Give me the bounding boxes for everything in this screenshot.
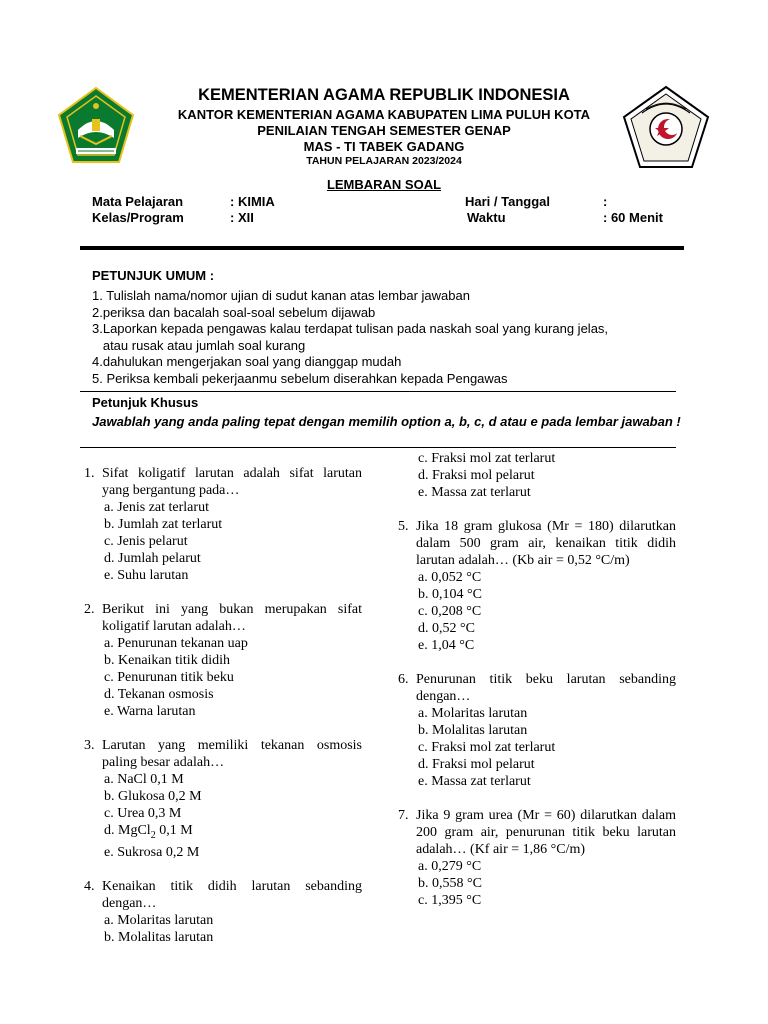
question-7 <box>398 807 676 909</box>
option: d. 0,52 °C <box>418 621 475 636</box>
subject-label: Mata Pelajaran <box>92 194 184 209</box>
option: a. 0,052 °C <box>418 570 482 585</box>
question-number: 3. <box>84 738 95 753</box>
option: a. Jenis zat terlarut <box>104 500 209 515</box>
instruction-item: 1. Tulislah nama/nomor ujian di sudut kanan atas lembar jawaban <box>92 288 470 303</box>
option: e. Suhu larutan <box>104 568 189 583</box>
option: c. 0,208 °C <box>418 604 482 619</box>
question-number: 2. <box>84 602 95 617</box>
option: b. Glukosa 0,2 M <box>104 789 202 804</box>
question-3 <box>84 737 362 861</box>
question-number: 5. <box>398 519 409 534</box>
option: b. 0,104 °C <box>418 587 482 602</box>
question-6 <box>398 671 676 790</box>
option: a. NaCl 0,1 M <box>104 772 184 787</box>
option <box>104 822 362 844</box>
subject-value: : KIMIA <box>230 194 275 209</box>
kemenag-logo-icon <box>56 86 136 166</box>
option: c. 1,395 °C <box>418 893 482 908</box>
header-divider <box>80 246 684 250</box>
option: e. Massa zat terlarut <box>418 485 531 500</box>
option: a. Molaritas larutan <box>418 706 528 721</box>
question-5 <box>398 518 676 654</box>
questions-left-column <box>84 465 362 963</box>
question-stem: Sifat koligatif larutan adalah sifat larutan yang bergantung pada… <box>102 466 362 498</box>
class-label: Kelas/Program <box>92 210 184 225</box>
instruction-item: 3.Laporkan kepada pengawas kalau terdapat tulisan pada naskah soal yang kurang jelas, <box>92 321 609 336</box>
questions-divider <box>80 447 676 448</box>
questions-right-column <box>398 450 676 926</box>
question-stem: Berikut ini yang bukan merupakan sifat koligatif larutan adalah… <box>102 602 362 634</box>
option: c. Urea 0,3 M <box>104 806 182 821</box>
option: d. Fraksi mol pelarut <box>418 757 535 772</box>
question-stem: Jika 18 gram glukosa (Mr = 180) dilarutkan dalam 500 gram air, kenaikan titik didih larutan adalah… (Kb air = 0,52 °C/m) <box>416 519 676 568</box>
question-number: 4. <box>84 878 95 894</box>
question-2 <box>84 601 362 720</box>
option: b. Molalitas larutan <box>418 723 528 738</box>
option: d. Jumlah pelarut <box>104 551 201 566</box>
academic-year: TAHUN PELAJARAN 2023/2024 <box>306 155 462 167</box>
assessment-title: PENILAIAN TENGAH SEMESTER GENAP <box>257 123 511 138</box>
school-seal-logo-icon <box>622 85 710 169</box>
date-label: Hari / Tanggal <box>465 194 550 209</box>
question-4-continued <box>398 450 676 501</box>
date-value: : <box>603 194 608 209</box>
option: c. Fraksi mol zat terlarut <box>418 451 556 466</box>
question-stem: Jika 9 gram urea (Mr = 60) dilarutkan dalam 200 gram air, penurunan titik beku larutan adalah… (Kf air = 1,86 °C/m) <box>416 808 676 857</box>
instruction-item: 4.dahulukan mengerjakan soal yang dianggap mudah <box>92 354 402 369</box>
option: b. 0,558 °C <box>418 876 482 891</box>
sheet-title: LEMBARAN SOAL <box>326 177 442 192</box>
question-number: 6. <box>398 672 409 687</box>
question-stem: Larutan yang memiliki tekanan osmosis paling besar adalah… <box>102 738 362 770</box>
option: e. Massa zat terlarut <box>418 774 531 789</box>
option: c. Jenis pelarut <box>104 534 188 549</box>
instruction-item: 5. Periksa kembali pekerjaanmu sebelum diserahkan kepada Pengawas <box>92 370 508 386</box>
specific-instructions-text: Jawablah yang anda paling tepat dengan memilih option a, b, c, d atau e pada lembar jawaban ! <box>92 414 681 429</box>
option: c. Fraksi mol zat terlarut <box>418 740 556 755</box>
office-title: KANTOR KEMENTERIAN AGAMA KABUPATEN LIMA PULUH KOTA <box>177 107 591 122</box>
option: b. Kenaikan titik didih <box>104 653 230 668</box>
ministry-title: KEMENTERIAN AGAMA REPUBLIK INDONESIA <box>198 86 570 104</box>
option: c. Penurunan titik beku <box>104 670 234 685</box>
option: a. Penurunan tekanan uap <box>104 636 248 651</box>
specific-instructions-title: Petunjuk Khusus <box>92 395 199 410</box>
question-number: 1. <box>84 466 95 481</box>
option: d. Fraksi mol pelarut <box>418 468 535 483</box>
question-1 <box>84 465 362 584</box>
option: b. Jumlah zat terlarut <box>104 517 223 532</box>
question-stem: Penurunan titik beku larutan sebanding dengan… <box>416 672 676 704</box>
option: e. 1,04 °C <box>418 638 475 653</box>
instruction-item: atau rusak atau jumlah soal kurang <box>92 337 306 353</box>
question-number: 7. <box>398 808 409 823</box>
option: d. Tekanan osmosis <box>104 687 214 702</box>
option: e. Sukrosa 0,2 M <box>104 844 200 860</box>
school-name: MAS - TI TABEK GADANG <box>303 139 465 154</box>
class-value: : XII <box>230 210 254 225</box>
subscript: 2 <box>150 829 156 841</box>
option: a. 0,279 °C <box>418 859 482 874</box>
option-text-tail: 0,1 M <box>155 823 193 838</box>
question-stem: Kenaikan titik didih larutan sebanding dengan… <box>102 878 362 911</box>
question-4 <box>84 878 362 946</box>
option: e. Warna larutan <box>104 704 196 719</box>
general-instructions-list <box>92 288 676 387</box>
option-text: d. MgCl <box>104 823 151 838</box>
instructions-divider <box>80 391 676 392</box>
option: b. Molalitas larutan <box>104 929 214 945</box>
general-instructions-title: PETUNJUK UMUM : <box>92 268 215 283</box>
instruction-item: 2.periksa dan bacalah soal-soal sebelum dijawab <box>92 304 376 320</box>
option: a. Molaritas larutan <box>104 912 214 928</box>
time-label: Waktu <box>467 210 506 225</box>
time-value: : 60 Menit <box>603 210 663 225</box>
